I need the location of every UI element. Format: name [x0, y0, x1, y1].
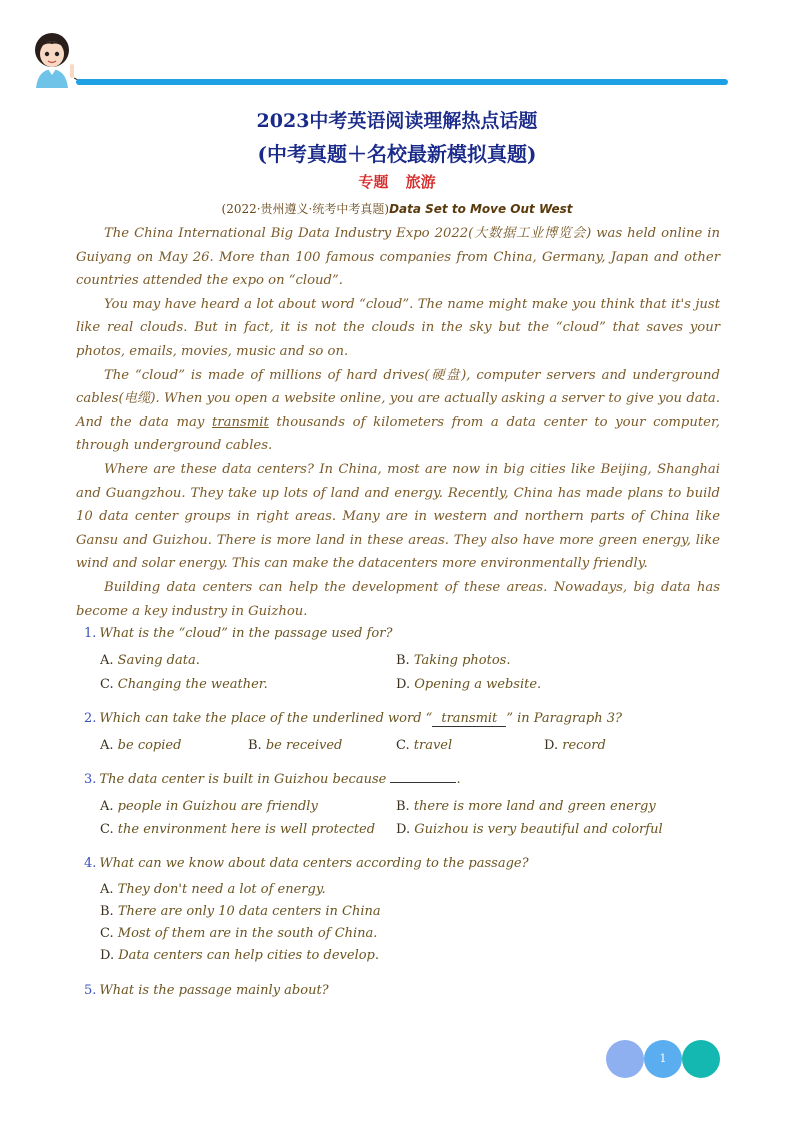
paragraph-4: Where are these data centers? In China, most are now in big cities like Beijing, Shanghai and Guangzhou. They take up lots of land and energy. Recently, China has made plans to build 10 data center groups in right areas. Many are in western and northern parts of China like Gansu and Guizhou. There is more land in these areas. They also have more green energy, like wind and solar energy. This can make the datacenters more environmentally friendly. — [76, 461, 720, 572]
q1-option-a[interactable]: A. Saving data. — [100, 653, 200, 668]
question-2: 2. Which can take the place of the underlined word “ transmit ” in Paragraph 3? — [84, 711, 623, 726]
paragraph-2: You may have heard a lot about word “cloud”. The name might make you think that it's just like real clouds. But in fact, it is not the clouds in the sky but the “cloud” that saves your photos, emails, movies, music and so on. — [76, 296, 720, 359]
topic-heading — [0, 171, 794, 192]
q2-option-c[interactable]: C. travel — [396, 738, 453, 753]
page-dot-right — [682, 1040, 720, 1078]
page-title: 2023中考英语阅读理解热点话题 — [256, 110, 538, 132]
q1-option-c[interactable]: C. Changing the weather. — [100, 677, 268, 692]
q2-option-b[interactable]: B. be received — [248, 738, 343, 753]
q3-option-d[interactable]: D. Guizhou is very beautiful and colorful — [396, 822, 663, 837]
question-text: What is the passage mainly about? — [99, 983, 329, 998]
question-text: What can we know about data centers according to the passage? — [99, 856, 529, 871]
question-4 — [84, 856, 529, 871]
question-number: 2. — [84, 711, 97, 726]
page-dot-left — [606, 1040, 644, 1078]
underlined-word: transmit — [212, 414, 269, 430]
question-number: 4. — [84, 856, 97, 871]
page-subtitle: (中考真题＋名校最新模拟真题) — [257, 142, 537, 166]
question-1 — [84, 626, 392, 641]
reading-passage — [76, 222, 720, 623]
paragraph-1: The China International Big Data Industry Expo 2022(大数据工业博览会) was held online in Guiyang on May 26. More than 100 famous companies from China, Germany, Japan and other countries attended the expo on “cloud”. — [76, 226, 720, 289]
q3-option-a[interactable]: A. people in Guizhou are friendly — [100, 799, 318, 814]
question-number: 1. — [84, 626, 97, 641]
topic-label: 专题 — [358, 173, 389, 191]
page-number: 1 — [659, 1052, 667, 1065]
q4-option-c[interactable]: C. Most of them are in the south of China. — [100, 926, 378, 941]
q4-option-d[interactable]: D. Data centers can help cities to develop. — [100, 948, 380, 963]
passage-title: Data Set to Move Out West — [389, 202, 573, 216]
q3-option-b[interactable]: B. there is more land and green energy — [396, 799, 656, 814]
question-number: 3. — [84, 772, 97, 787]
q4-option-a[interactable]: A. They don't need a lot of energy. — [100, 882, 326, 897]
question-3: 3. The data center is built in Guizhou because . — [84, 772, 461, 787]
paragraph-3-part-a: The “cloud” is made of millions of hard drives(硬盘), computer servers and underground cables(电缆). When you open a website online, you are actually asking a server to give you data. And the data may — [76, 367, 720, 430]
question-text: What is the “cloud” in the passage used for? — [99, 626, 393, 641]
q1-option-b[interactable]: B. Taking photos. — [396, 653, 511, 668]
source-line — [0, 200, 794, 217]
header-rule — [76, 79, 728, 85]
q2-option-a[interactable]: A. be copied — [100, 738, 182, 753]
source-prefix: (2022·贵州遵义·统考中考真题) — [221, 202, 390, 216]
q3-option-c[interactable]: C. the environment here is well protected — [100, 822, 376, 837]
underlined-word-blank: transmit — [432, 711, 506, 727]
paragraph-5: Building data centers can help the development of these areas. Nowadays, big data has become a key industry in Guizhou. — [76, 579, 720, 619]
paragraph-3 — [76, 364, 720, 458]
q2-option-d[interactable]: D. record — [544, 738, 606, 753]
paragraph-3-part-b: thousands of kilometers from a data center to your computer, through underground cables. — [76, 414, 720, 454]
question-number: 5. — [84, 983, 97, 998]
q1-option-d[interactable]: D. Opening a website. — [396, 677, 542, 692]
question-5 — [84, 983, 329, 998]
q4-option-b[interactable]: B. There are only 10 data centers in China — [100, 904, 381, 919]
answer-blank[interactable] — [390, 782, 456, 783]
topic-name: 旅游 — [405, 173, 436, 191]
